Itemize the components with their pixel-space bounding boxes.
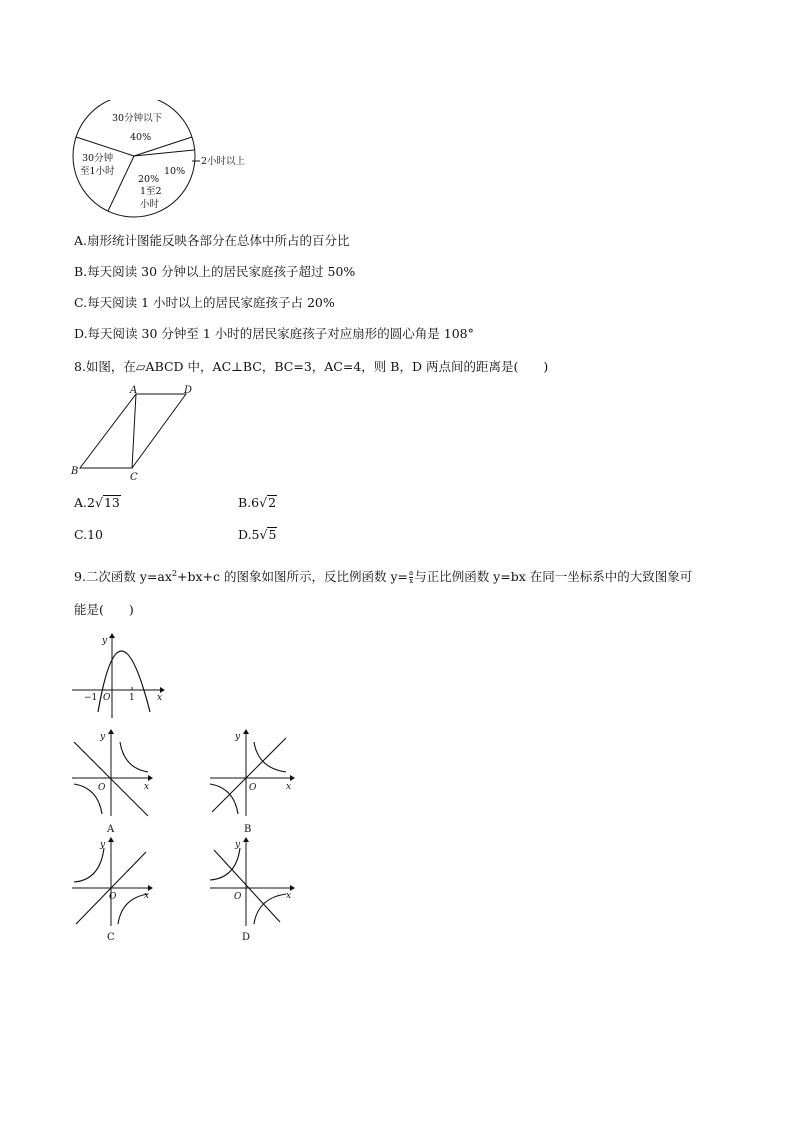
hyperbola-q1 — [254, 742, 286, 772]
y-axis-arrow — [243, 729, 249, 734]
slice-label: 20% — [138, 174, 160, 185]
option-c-graph[interactable] — [68, 836, 163, 944]
vertex-label-b: B — [71, 466, 79, 477]
parallelogram-figure — [66, 384, 206, 484]
q9-text: 与正比例函数 y=bx 在同一坐标系中的大致图象可 — [414, 569, 693, 585]
option-label: D — [242, 932, 251, 943]
axis-label-x: x — [144, 891, 150, 901]
radicand: 13 — [103, 495, 120, 510]
axis-label-x: x — [286, 782, 292, 792]
y-axis-arrow — [108, 837, 114, 842]
origin-label: O — [98, 783, 106, 793]
option-prefix: B.6 — [238, 495, 260, 510]
line-y-bx — [214, 850, 280, 922]
y-axis-arrow — [109, 633, 115, 638]
radicand: 2 — [268, 495, 277, 510]
radicand: 5 — [268, 527, 277, 542]
callout-label: 2小时以上 — [201, 156, 246, 167]
slice-label: 40% — [130, 132, 152, 143]
q8-option-b[interactable] — [238, 495, 277, 511]
q7-option-a[interactable]: A.扇形统计图能反映各部分在总体中所占的百分比 — [74, 233, 350, 248]
origin-label: O — [234, 892, 242, 902]
q9-text: 9.二次函数 y=ax — [74, 569, 172, 585]
axis-label-x: x — [286, 891, 292, 901]
line-y-bx — [212, 738, 286, 812]
option-label: C — [107, 932, 115, 943]
q9-fraction — [409, 570, 413, 585]
q9-text: +bx+c 的图象如图所示，反比例函数 y= — [177, 569, 409, 585]
option-prefix: D.5 — [238, 527, 260, 542]
x-axis-arrow — [290, 775, 295, 781]
x-axis-arrow — [148, 775, 153, 781]
q7-option-c[interactable]: C.每天阅读 1 小时以上的居民家庭孩子占 20% — [74, 295, 335, 310]
q8-option-d[interactable] — [238, 527, 277, 543]
axis-label-y: y — [102, 636, 108, 646]
frac-denominator: x — [409, 577, 414, 586]
q8-question: 8.如图，在▱ABCD 中，AC⊥BC，BC=3，AC=4，则 B，D 两点间的距离是( ) — [74, 359, 549, 374]
slice-label: 至1小时 — [80, 166, 115, 177]
frac-numerator: a — [409, 569, 414, 578]
axis-label-y: y — [235, 732, 241, 742]
axis-label-x: x — [144, 782, 150, 792]
axis-label-y: y — [100, 840, 106, 850]
y-axis-arrow — [108, 729, 114, 734]
origin-label: O — [249, 783, 257, 793]
option-b-graph[interactable] — [206, 728, 301, 836]
axis-label-y: y — [235, 840, 241, 850]
pie-chart-figure — [60, 100, 280, 225]
q9-question-line2: 能是( ) — [74, 602, 134, 617]
option-label: A — [107, 824, 115, 835]
origin-label: O — [103, 693, 111, 703]
pie-divider — [108, 156, 134, 211]
q7-option-b[interactable]: B.每天阅读 30 分钟以上的居民家庭孩子超过 50% — [74, 264, 356, 279]
option-prefix: A.2 — [74, 495, 95, 510]
hyperbola-q2 — [210, 848, 240, 880]
option-a-graph[interactable] — [68, 728, 158, 836]
sqrt-sign: √ — [259, 527, 268, 542]
q8-option-a[interactable] — [74, 495, 121, 511]
parabola-figure — [68, 630, 168, 720]
tick-label: 1 — [129, 693, 135, 703]
slice-label: 30分钟 — [82, 153, 114, 164]
q9-question-line1 — [74, 566, 692, 585]
diagonal-ac — [132, 394, 136, 468]
option-label: B — [244, 824, 252, 835]
hyperbola-q2 — [74, 848, 104, 882]
q7-option-d[interactable]: D.每天阅读 30 分钟至 1 小时的居民家庭孩子对应扇形的圆心角是 108° — [74, 326, 474, 341]
sqrt-sign: √ — [259, 495, 268, 510]
origin-label: O — [109, 892, 117, 902]
axis-label-y: y — [100, 732, 106, 742]
option-d-graph[interactable] — [206, 836, 301, 944]
axis-label-x: x — [157, 693, 163, 703]
slice-label: 30分钟以下 — [112, 113, 163, 124]
sqrt-sign: √ — [94, 495, 103, 510]
slice-label: 1至2 — [140, 186, 162, 197]
q8-option-c[interactable]: C.10 — [74, 527, 103, 542]
vertex-label-a: A — [130, 385, 138, 396]
y-axis-arrow — [243, 837, 249, 842]
vertex-label-c: C — [130, 472, 138, 483]
q9-exponent: 2 — [171, 569, 178, 578]
slice-label: 10% — [164, 166, 186, 177]
vertex-label-d: D — [184, 385, 193, 396]
tick-label: −1 — [84, 693, 98, 703]
slice-label: 小时 — [140, 199, 160, 210]
hyperbola-q1 — [120, 742, 148, 772]
